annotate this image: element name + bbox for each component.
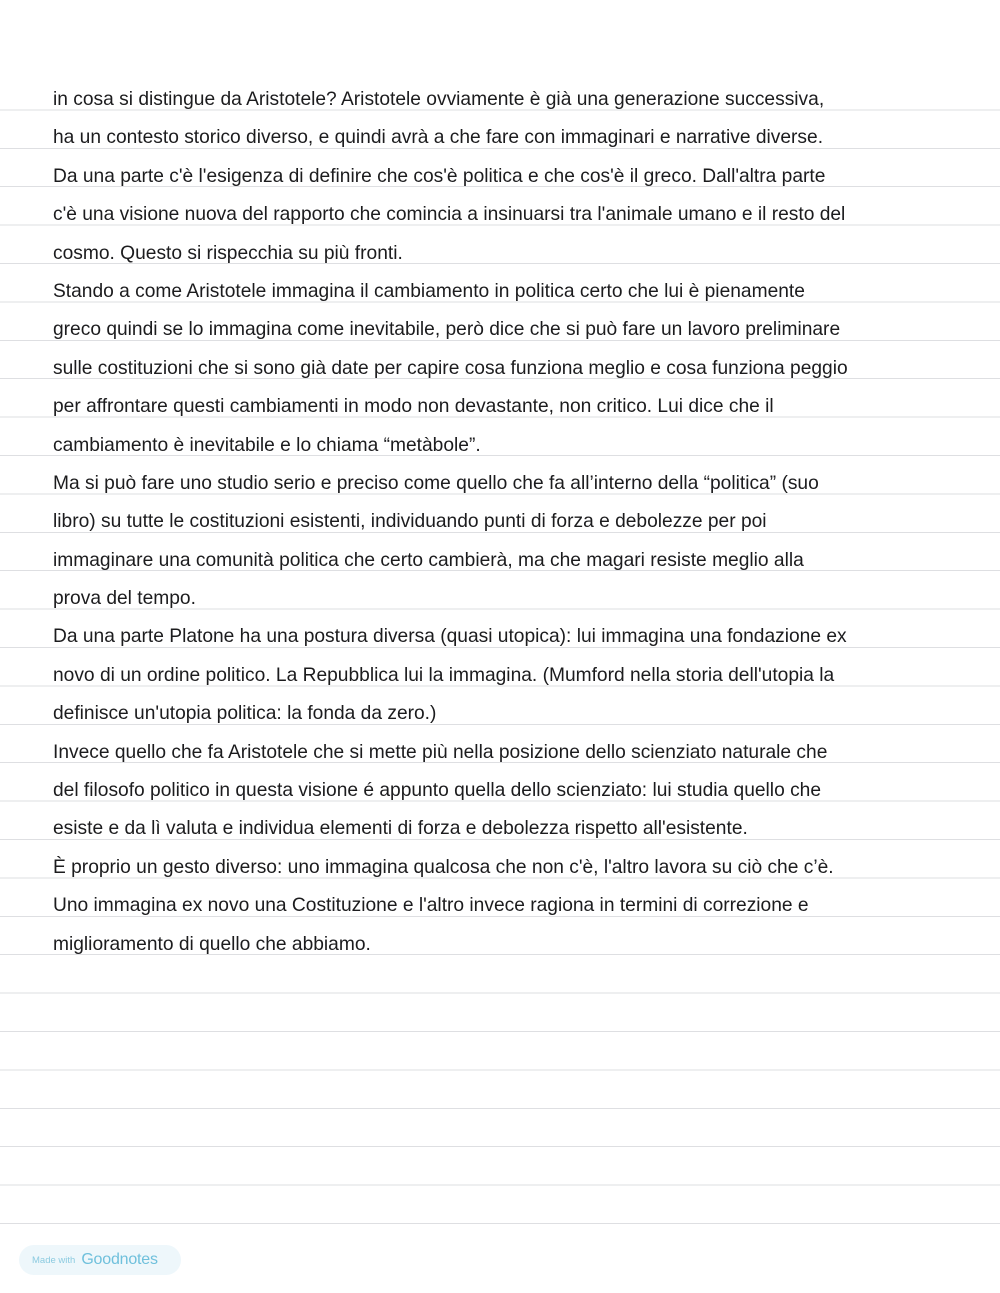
text-line: Invece quello che fa Aristotele che si mette più nella posizione dello scienziato naturale che xyxy=(53,741,828,763)
text-line: prova del tempo. xyxy=(53,588,196,610)
text-line: Da una parte Platone ha una postura diversa (quasi utopica): lui immagina una fondazione ex xyxy=(53,626,847,648)
text-line: Stando a come Aristotele immagina il cambiamento in politica certo che lui è pienamente xyxy=(53,280,805,302)
text-line: miglioramento di quello che abbiamo. xyxy=(53,933,371,955)
text-line: Uno immagina ex novo una Costituzione e l'altro invece ragiona in termini di correzione e xyxy=(53,895,809,917)
text-line: in cosa si distingue da Aristotele? Aristotele ovviamente è già una generazione successiva, xyxy=(53,89,825,110)
made-with-goodnotes-badge[interactable] xyxy=(19,1245,181,1275)
text-line: cosmo. Questo si rispecchia su più fronti. xyxy=(53,242,403,264)
text-line: esiste e da lì valuta e individua elementi di forza e debolezza rispetto all'esistente. xyxy=(53,818,748,840)
text-line: novo di un ordine politico. La Repubblica lui la immagina. (Mumford nella storia dell'utopia la xyxy=(53,664,835,686)
text-line: Da una parte c'è l'esigenza di definire che cos'è politica e che cos'è il greco. Dall'altra parte xyxy=(53,165,826,187)
text-line: greco quindi se lo immagina come inevitabile, però dice che si può fare un lavoro preliminare xyxy=(53,319,841,341)
text-line: del filosofo politico in questa visione é appunto quella dello scienziato: lui studia quello che xyxy=(53,780,822,802)
text-line: cambiamento è inevitabile e lo chiama “metàbole”. xyxy=(53,434,481,456)
badge-prefix: Made with xyxy=(32,1254,76,1266)
text-line: ha un contesto storico diverso, e quindi avrà a che fare con immaginari e narrative diverse. xyxy=(53,127,824,149)
goodnotes-logo: Goodnotes xyxy=(81,1251,158,1268)
note-text xyxy=(53,81,983,964)
text-line: immaginare una comunità politica che certo cambierà, ma che magari resiste meglio alla xyxy=(53,549,804,571)
text-line: definisce un'utopia politica: la fonda da zero.) xyxy=(53,703,437,725)
text-line: È proprio un gesto diverso: uno immagina qualcosa che non c'è, l'altro lavora su ciò che c’è. xyxy=(53,856,834,878)
text-line: libro) su tutte le costituzioni esistenti, individuando punti di forza e debolezze per poi xyxy=(53,511,767,533)
text-line: Ma si può fare uno studio serio e preciso come quello che fa all’interno della “politica” (suo xyxy=(53,472,819,494)
text-line: sulle costituzioni che si sono già date per capire cosa funziona meglio e cosa funziona peggio xyxy=(53,357,848,379)
text-line: per affrontare questi cambiamenti in modo non devastante, non critico. Lui dice che il xyxy=(53,396,774,418)
text-line: c'è una visione nuova del rapporto che comincia a insinuarsi tra l'animale umano e il resto del xyxy=(53,204,846,226)
